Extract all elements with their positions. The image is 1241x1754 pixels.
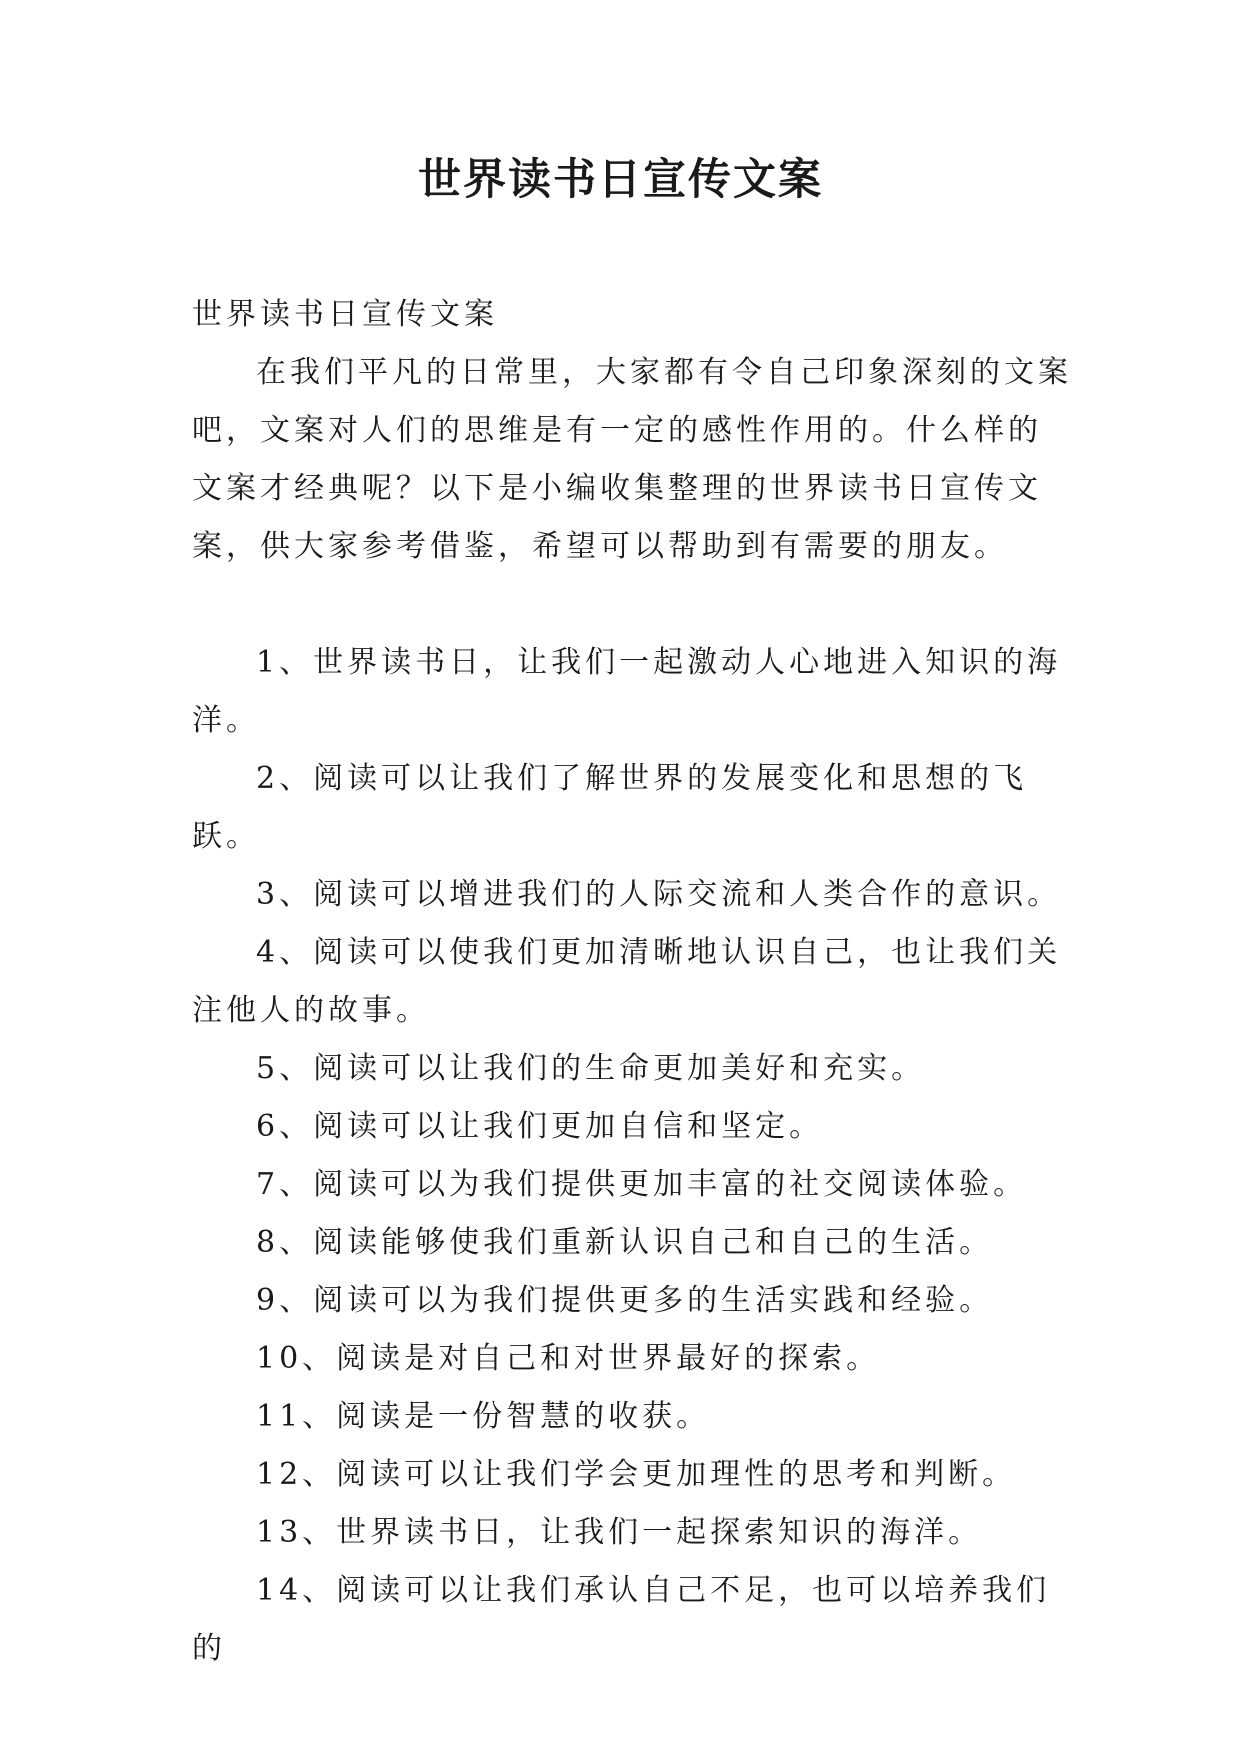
- document-subtitle: 世界读书日宣传文案: [192, 297, 498, 332]
- list-item: 14、阅读可以让我们承认自己不足，也可以培养我们的: [192, 1573, 1051, 1666]
- document-body: [192, 286, 1072, 1678]
- list-item: 13、世界读书日，让我们一起探索知识的海洋。: [256, 1515, 983, 1550]
- list-item: 6、阅读可以让我们更加自信和坚定。: [256, 1109, 824, 1144]
- list-item: 2、阅读可以让我们了解世界的发展变化和思想的飞跃。: [192, 761, 1028, 854]
- paragraph-spacer: [192, 576, 1072, 634]
- list-item: 9、阅读可以为我们提供更多的生活实践和经验。: [256, 1283, 994, 1318]
- list-item: 8、阅读能够使我们重新认识自己和自己的生活。: [256, 1225, 994, 1260]
- list-item: 3、阅读可以增进我们的人际交流和人类合作的意识。: [256, 877, 1062, 912]
- list-item: 4、阅读可以使我们更加清晰地认识自己，也让我们关注他人的故事。: [192, 935, 1062, 1028]
- list-item: 12、阅读可以让我们学会更加理性的思考和判断。: [256, 1457, 1017, 1492]
- list-item: 5、阅读可以让我们的生命更加美好和充实。: [256, 1051, 926, 1086]
- intro-paragraph: 在我们平凡的日常里，大家都有令自己印象深刻的文案吧，文案对人们的思维是有一定的感性作用的。什么样的文案才经典呢？以下是小编收集整理的世界读书日宣传文案，供大家参考借鉴，希望可以帮助到有需要的朋友。: [192, 355, 1072, 564]
- list-item: 1、世界读书日，让我们一起激动人心地进入知识的海洋。: [192, 645, 1062, 738]
- document-title: 世界读书日宣传文案: [418, 155, 823, 205]
- list-item: 7、阅读可以为我们提供更加丰富的社交阅读体验。: [256, 1167, 1028, 1202]
- list-item: 11、阅读是一份智慧的收获。: [256, 1399, 711, 1434]
- list-item: 10、阅读是对自己和对世界最好的探索。: [256, 1341, 881, 1376]
